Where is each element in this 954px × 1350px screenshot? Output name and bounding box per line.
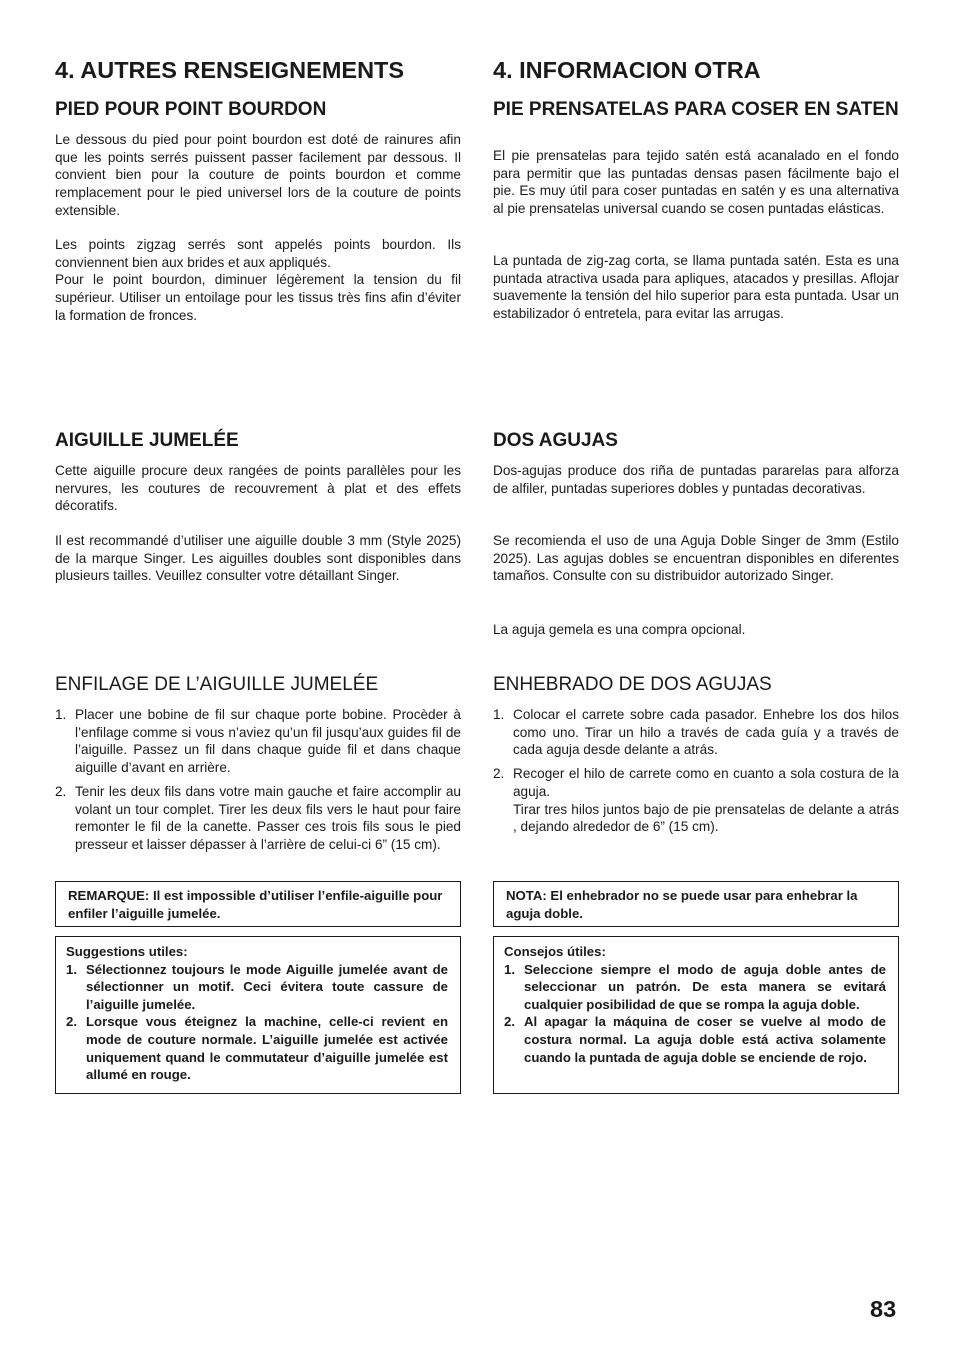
fr-twin-needle-heading: AIGUILLE JUMELÉE (55, 430, 239, 451)
es-threading-heading: ENHEBRADO DE DOS AGUJAS (493, 674, 772, 695)
es-satin-paragraph-1: El pie prensatelas para tejido satén está acanalado en el fondo para permitir que las puntadas densas pasen fácilmente bajo el pie. Es muy útil para coser puntadas en satén y es una alternativa al pie prensatelas universal cuando se cosen puntadas elásticas. (493, 148, 899, 217)
fr-tip-2: 2. Lorsque vous éteignez la machine, celle-ci revient en mode de couture normale. L’aiguille jumelée est activée uniquement quand le commutateur d’aiguille jumelée est allumé en rouge. (66, 1014, 448, 1083)
es-tips-list (504, 961, 886, 1067)
es-note-box (493, 881, 899, 927)
fr-section-title: 4. AUTRES RENSEIGNEMENTS (55, 57, 405, 83)
es-threading-steps (493, 706, 899, 842)
es-twin-needle-heading: DOS AGUJAS (493, 430, 618, 451)
fr-step-2: 2. Tenir les deux fils dans votre main gauche et faire accomplir au volant un tour complet. Tirer les deux fils vers le haut pour faire remonter le fil de la canette. Passer ces trois fils sous le pied presseur et laisser dépasser à l’arrière de celui-ci 6” (15 cm). (55, 783, 461, 852)
es-satin-paragraph-2: La puntada de zig-zag corta, se llama puntada satén. Esta es una puntada atractiva usada para apliques, atacados y presillas. Aflojar suavemente la tensión del hilo superior para esta puntada. Usar un estabilizador ó entretela, para evitar las arrugas. (493, 253, 899, 322)
fr-twin-paragraph-2: Il est recommandé d’utiliser une aiguille double 3 mm (Style 2025) de la marque Singer. Les aiguilles doubles sont disponibles dans plusieurs tailles. Veuillez consulter votre détaillant Singer. (55, 533, 461, 584)
fr-twin-paragraph-1: Cette aiguille procure deux rangées de points parallèles pour les nervures, les coutures de recouvrement à plat et des effets décoratifs. (55, 463, 461, 514)
fr-threading-heading: ENFILAGE DE L’AIGUILLE JUMELÉE (55, 674, 379, 695)
es-tips-title: Consejos útiles: (504, 944, 606, 959)
fr-satin-paragraph-2: Les points zigzag serrés sont appelés points bourdon. Ils conviennent bien aux brides et aux appliqués. Pour le point bourdon, diminuer légèrement la tension du fil supérieur. Utiliser un entoilage pour les tissus très fins afin d’éviter la formation de fronces. (55, 237, 461, 323)
es-step-2: 2. Recoger el hilo de carrete como en cuanto a sola costura de la aguja. Tirar tres hilos juntos bajo de pie prensatelas de delante a atrás , dejando alrededor de 6” (15 cm). (493, 766, 899, 835)
es-twin-paragraph-3: La aguja gemela es una compra opcional. (493, 622, 746, 637)
es-tips-box (493, 936, 899, 1094)
fr-tips-list (66, 961, 448, 1084)
fr-step-1: 1. Placer une bobine de fil sur chaque porte bobine. Procèder à l’enfilage comme si vous n’aviez qu’un fil jusqu’aux guides fil de l’aiguille. Passez un fil dans chaque guide fil et dans chaque aiguille d’avant en arrière. (55, 707, 461, 776)
es-twin-paragraph-1: Dos-agujas produce dos riña de puntadas pararelas para alforza de alfiler, puntadas superiores dobles y puntadas decorativas. (493, 463, 899, 496)
fr-tip-1: 1. Sélectionnez toujours le mode Aiguille jumelée avant de sélectionner un motif. Ceci évitera toute cassure de l’aiguille jumelée. (66, 961, 448, 1012)
es-step-1: 1. Colocar el carrete sobre cada pasador. Enhebre los dos hilos como uno. Tirar un hilo a través de cada guía y a través de cada aguja desde delante a atrás. (493, 707, 899, 758)
es-tip-1: 1. Seleccione siempre el modo de aguja doble antes de seleccionar un patrón. De esta manera se evitará cualquier posibilidad de que se rompa la aguja doble. (504, 961, 886, 1012)
fr-note-text: REMARQUE: Il est impossible d’utiliser l’enfile-aiguille pour enfiler l’aiguille jumelée. (68, 888, 443, 921)
fr-threading-steps (55, 706, 461, 860)
page-number: 83 (870, 1296, 897, 1322)
es-satin-heading: PIE PRENSATELAS PARA COSER EN SATEN (493, 99, 899, 120)
es-note-text: NOTA: El enhebrador no se puede usar para enhebrar la aguja doble. (506, 888, 858, 921)
es-twin-paragraph-2: Se recomienda el uso de una Aguja Doble Singer de 3mm (Estilo 2025). Las agujas dobles se encuentran disponibles en diferentes tamaños. Consulte con su distribuidor autorizado Singer. (493, 533, 899, 584)
es-section-title: 4. INFORMACION OTRA (493, 57, 761, 83)
fr-tips-title: Suggestions utiles: (66, 944, 188, 959)
fr-satin-heading: PIED POUR POINT BOURDON (55, 99, 327, 120)
es-tip-2: 2. Al apagar la máquina de coser se vuelve al modo de costura normal. La aguja doble está activa solamente cuando la puntada de aguja doble se enciende de rojo. (504, 1014, 886, 1065)
fr-tips-box (55, 936, 461, 1094)
fr-satin-paragraph-1: Le dessous du pied pour point bourdon est doté de rainures afin que les points serrés puissent passer facilement par dessous. Il convient bien pour la couture de points bourdon et comme remplacement pour le pied universel lors de la couture de points extensible. (55, 132, 461, 218)
fr-note-box (55, 881, 461, 927)
